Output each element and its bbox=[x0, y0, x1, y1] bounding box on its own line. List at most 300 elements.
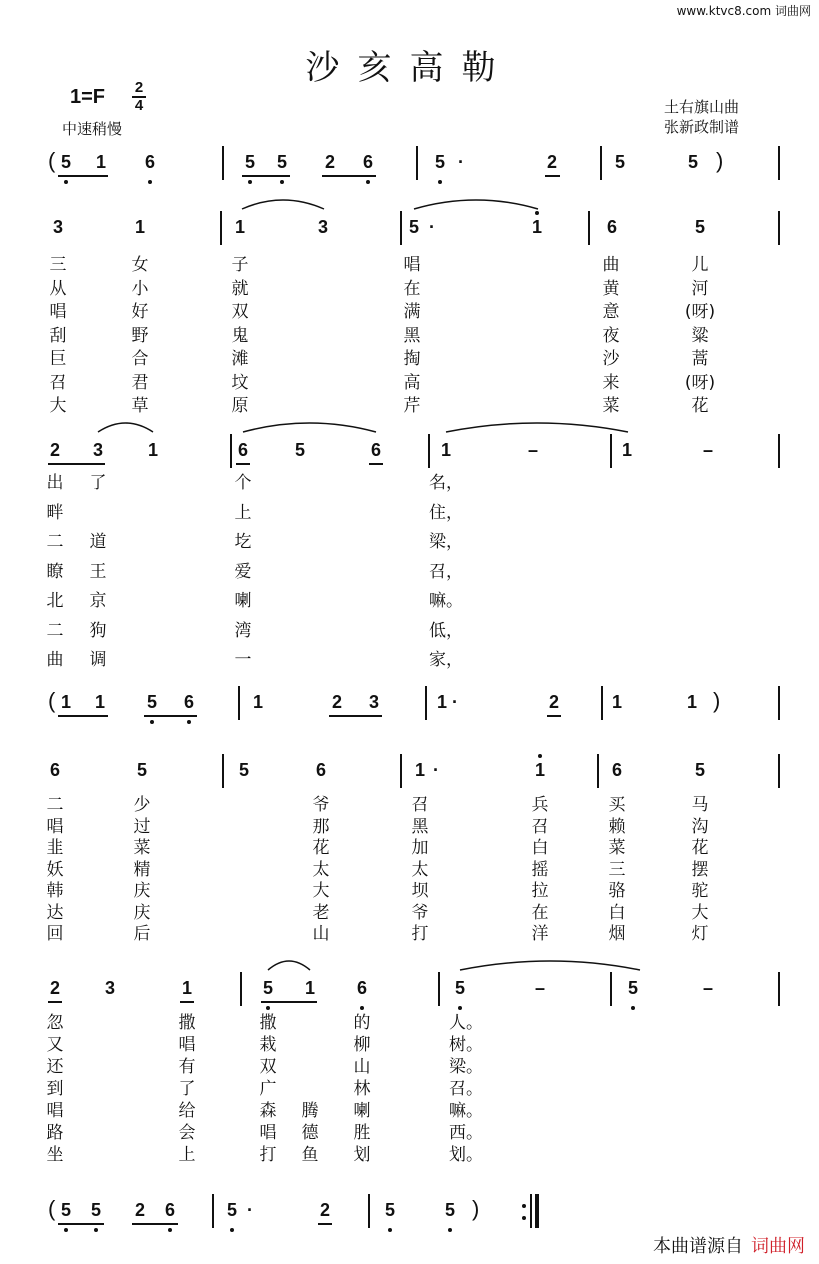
underline-beam bbox=[545, 175, 560, 177]
note: 6 bbox=[315, 760, 327, 780]
lyric: 名， bbox=[429, 473, 463, 493]
slur bbox=[414, 200, 538, 209]
note: 1 bbox=[531, 217, 543, 237]
barline bbox=[230, 434, 232, 468]
barline bbox=[220, 211, 222, 245]
barline bbox=[600, 146, 602, 180]
octave-dot bbox=[631, 1006, 635, 1010]
lyric: 西。 bbox=[449, 1123, 483, 1143]
note: 6 bbox=[183, 692, 195, 712]
note: 5 bbox=[226, 1200, 238, 1220]
underline-beam bbox=[322, 175, 376, 177]
lyric: 唱 bbox=[46, 816, 64, 837]
slur bbox=[243, 423, 376, 432]
lyric: 喇 bbox=[234, 591, 252, 611]
note: 5 bbox=[694, 217, 706, 237]
lyric: 买 bbox=[608, 795, 626, 815]
lyric: 的 bbox=[353, 1013, 371, 1033]
lyric: 黑 bbox=[403, 325, 421, 346]
lyric: 二 bbox=[46, 795, 64, 815]
lyric: (呀) bbox=[684, 302, 716, 322]
lyric: 黄 bbox=[602, 278, 620, 299]
lyric: 坐 bbox=[46, 1145, 64, 1165]
footer-prefix: 本曲谱源自 bbox=[653, 1236, 743, 1257]
note: 6 bbox=[144, 152, 156, 172]
barline bbox=[601, 686, 603, 720]
note: 1 bbox=[611, 692, 623, 712]
lyric: 儿 bbox=[691, 255, 709, 275]
note: 1 bbox=[686, 692, 698, 712]
note: 5 bbox=[90, 1200, 102, 1220]
note: 6 bbox=[356, 978, 368, 998]
note: 5 bbox=[60, 152, 72, 172]
lyric: 蒿 bbox=[691, 349, 709, 369]
note: · bbox=[458, 152, 464, 172]
lyric: 人。 bbox=[449, 1013, 483, 1033]
underline-beam bbox=[132, 1223, 178, 1225]
octave-dot bbox=[280, 180, 284, 184]
barline bbox=[778, 434, 780, 468]
barline bbox=[778, 972, 780, 1006]
barline bbox=[530, 1194, 532, 1228]
lyric: 召， bbox=[429, 561, 463, 582]
note: 1 bbox=[252, 692, 264, 712]
lyric: 打 bbox=[259, 1145, 277, 1165]
lyric: 唱 bbox=[403, 255, 421, 275]
lyric: 拉 bbox=[531, 881, 549, 901]
credit-origin: 土右旗山曲 bbox=[664, 98, 740, 116]
paren: ) bbox=[713, 688, 721, 713]
note: · bbox=[247, 1200, 253, 1220]
note: 2 bbox=[331, 692, 343, 712]
octave-dot bbox=[64, 1228, 68, 1232]
note: 6 bbox=[164, 1200, 176, 1220]
lyric: (呀) bbox=[684, 372, 716, 393]
underline-beam bbox=[58, 1223, 104, 1225]
octave-dot bbox=[438, 180, 442, 184]
note: – bbox=[702, 978, 714, 998]
lyric: 低， bbox=[429, 620, 463, 641]
lyric: 调 bbox=[89, 650, 107, 670]
lyric: 打 bbox=[411, 924, 429, 944]
barline bbox=[222, 754, 224, 788]
octave-dot bbox=[150, 720, 154, 724]
lyric: 庆 bbox=[133, 881, 151, 901]
note: 2 bbox=[49, 978, 61, 998]
lyric: 有 bbox=[178, 1057, 196, 1077]
underline-beam bbox=[58, 175, 108, 177]
lyric: 栽 bbox=[259, 1035, 277, 1055]
barline bbox=[428, 434, 430, 468]
lyric: 精 bbox=[133, 859, 151, 880]
note: 6 bbox=[370, 440, 382, 460]
note: 3 bbox=[52, 217, 64, 237]
note: 2 bbox=[324, 152, 336, 172]
lyric: 回 bbox=[46, 924, 64, 944]
note: 3 bbox=[317, 217, 329, 237]
lyric: 骆 bbox=[608, 881, 626, 901]
key-signature: 1=F bbox=[70, 86, 106, 108]
underline-beam bbox=[236, 463, 250, 465]
note: · bbox=[429, 217, 435, 237]
underline-beam bbox=[144, 715, 197, 717]
barline bbox=[416, 146, 418, 180]
note: 6 bbox=[49, 760, 61, 780]
octave-dot bbox=[187, 720, 191, 724]
lyric: 君 bbox=[131, 372, 149, 393]
note: 1 bbox=[147, 440, 159, 460]
octave-dot bbox=[248, 180, 252, 184]
footer-brand: 词曲网 bbox=[751, 1236, 805, 1257]
underline-beam bbox=[58, 715, 108, 717]
lyric: 还 bbox=[46, 1057, 64, 1077]
lyric: 唱 bbox=[178, 1035, 196, 1055]
underline-beam bbox=[318, 1223, 332, 1225]
lyric: 从 bbox=[49, 278, 67, 299]
lyric: 花 bbox=[691, 838, 709, 858]
lyric: 上 bbox=[234, 502, 252, 523]
note: 1 bbox=[414, 760, 426, 780]
barline bbox=[597, 754, 599, 788]
lyric: 山 bbox=[312, 924, 330, 944]
octave-dot bbox=[168, 1228, 172, 1232]
octave-dot bbox=[535, 211, 539, 215]
lyric: 韩 bbox=[46, 881, 64, 901]
lyric: 大 bbox=[691, 902, 709, 923]
repeat-dot bbox=[522, 1204, 526, 1208]
lyric: 三 bbox=[608, 859, 626, 880]
footer-source bbox=[653, 1232, 805, 1258]
paren: ) bbox=[716, 148, 724, 173]
lyric: 双 bbox=[231, 302, 249, 322]
lyric: 德 bbox=[301, 1123, 319, 1143]
lyric: 畔 bbox=[46, 502, 64, 523]
lyric: 刮 bbox=[49, 325, 67, 346]
barline bbox=[438, 972, 440, 1006]
lyric: 二 bbox=[46, 532, 64, 552]
lyric: 广 bbox=[259, 1079, 277, 1099]
lyric: 忽 bbox=[46, 1013, 64, 1033]
lyric: 召 bbox=[411, 795, 429, 815]
lyric: 梁， bbox=[429, 532, 463, 552]
lyric: 二 bbox=[46, 620, 64, 641]
barline bbox=[610, 972, 612, 1006]
barline bbox=[368, 1194, 370, 1228]
lyric: 喇 bbox=[353, 1101, 371, 1121]
lyric: 曲 bbox=[46, 650, 64, 670]
octave-dot bbox=[366, 180, 370, 184]
lyric: 树。 bbox=[449, 1035, 483, 1055]
site-watermark: www.ktvc8.com 词曲网 bbox=[676, 4, 811, 18]
lyric: 嘛。 bbox=[429, 591, 463, 611]
meter-bottom: 4 bbox=[134, 97, 144, 114]
lyric: 家， bbox=[429, 650, 463, 670]
lyric: 召。 bbox=[449, 1079, 483, 1099]
lyric: 唱 bbox=[46, 1101, 64, 1121]
lyric: 圪 bbox=[234, 532, 252, 552]
lyric: 好 bbox=[131, 302, 149, 322]
lyric: 老 bbox=[312, 902, 330, 923]
underline-beam bbox=[48, 463, 105, 465]
barline bbox=[778, 146, 780, 180]
barline bbox=[400, 754, 402, 788]
lyric: 山 bbox=[353, 1057, 371, 1077]
lyric: 菜 bbox=[133, 838, 151, 858]
note: 1 bbox=[234, 217, 246, 237]
underline-beam bbox=[547, 715, 561, 717]
lyric: 马 bbox=[691, 795, 709, 815]
note: 1 bbox=[440, 440, 452, 460]
note: 2 bbox=[546, 152, 558, 172]
lyric: 兵 bbox=[531, 795, 549, 815]
lyric: 菜 bbox=[602, 396, 620, 416]
lyric: 巨 bbox=[49, 349, 67, 369]
lyric: 少 bbox=[133, 795, 151, 815]
note: – bbox=[702, 440, 714, 460]
note: 5 bbox=[146, 692, 158, 712]
lyric: 滩 bbox=[231, 349, 249, 369]
barline bbox=[212, 1194, 214, 1228]
underline-beam bbox=[242, 175, 290, 177]
lyric: 京 bbox=[89, 591, 107, 611]
octave-dot bbox=[538, 754, 542, 758]
note: 1 bbox=[304, 978, 316, 998]
lyric: 在 bbox=[531, 902, 549, 923]
lyric: 摆 bbox=[691, 859, 709, 880]
lyric: 沟 bbox=[691, 816, 709, 837]
lyric: 给 bbox=[178, 1101, 196, 1121]
lyric: 洋 bbox=[531, 924, 549, 944]
lyric: 摇 bbox=[531, 859, 549, 880]
lyric: 坟 bbox=[231, 372, 249, 393]
lyric: 子 bbox=[231, 255, 249, 275]
lyric: 森 bbox=[259, 1101, 277, 1121]
underline-beam bbox=[48, 1001, 62, 1003]
slur bbox=[446, 423, 628, 432]
lyric: 花 bbox=[312, 838, 330, 858]
lyric: 梁。 bbox=[449, 1057, 483, 1077]
lyric: 意 bbox=[602, 302, 620, 322]
lyric: 夜 bbox=[602, 325, 620, 346]
note: 1 bbox=[436, 692, 448, 712]
note: 5 bbox=[408, 217, 420, 237]
underline-beam bbox=[180, 1001, 194, 1003]
octave-dot bbox=[388, 1228, 392, 1232]
repeat-dot bbox=[522, 1216, 526, 1220]
lyric: 芹 bbox=[403, 396, 421, 416]
lyric: 野 bbox=[131, 325, 149, 346]
note: 6 bbox=[611, 760, 623, 780]
lyric: 花 bbox=[691, 396, 709, 416]
lyric: 一 bbox=[234, 650, 252, 670]
lyric: 唱 bbox=[49, 302, 67, 322]
lyric: 北 bbox=[46, 591, 64, 611]
lyric: 到 bbox=[46, 1079, 64, 1099]
lyric: 白 bbox=[531, 838, 549, 858]
note: – bbox=[527, 440, 539, 460]
note: 3 bbox=[104, 978, 116, 998]
note: 5 bbox=[136, 760, 148, 780]
lyric: 高 bbox=[403, 372, 421, 393]
lyric: 又 bbox=[46, 1035, 64, 1055]
lyric: 那 bbox=[312, 816, 330, 837]
lyric: 住， bbox=[429, 502, 463, 523]
lyric: 柳 bbox=[353, 1035, 371, 1055]
lyric: 爱 bbox=[234, 561, 252, 582]
lyric: 鬼 bbox=[231, 325, 249, 346]
paren: ( bbox=[48, 148, 56, 173]
lyric: 女 bbox=[131, 255, 149, 275]
lyric: 坝 bbox=[411, 881, 429, 901]
note: 5 bbox=[687, 152, 699, 172]
note: 6 bbox=[237, 440, 249, 460]
note: 1 bbox=[95, 152, 107, 172]
paren: ) bbox=[472, 1196, 480, 1221]
lyric: 妖 bbox=[46, 859, 64, 880]
lyric: 腾 bbox=[301, 1101, 319, 1121]
octave-dot bbox=[448, 1228, 452, 1232]
lyric: 了 bbox=[89, 473, 107, 493]
lyric: 爷 bbox=[312, 795, 330, 815]
note: 2 bbox=[319, 1200, 331, 1220]
credit-transcriber: 张新政制谱 bbox=[664, 118, 740, 136]
octave-dot bbox=[64, 180, 68, 184]
time-signature bbox=[132, 80, 146, 114]
barline bbox=[222, 146, 224, 180]
note: · bbox=[433, 760, 439, 780]
lyric: 沙 bbox=[602, 349, 620, 369]
lyric: 达 bbox=[46, 902, 64, 923]
underline-beam bbox=[369, 463, 383, 465]
barline bbox=[400, 211, 402, 245]
barline bbox=[588, 211, 590, 245]
lyric: 爷 bbox=[411, 902, 429, 923]
song-title: 沙亥高勒 bbox=[305, 48, 514, 88]
lyric: 个 bbox=[234, 473, 252, 493]
lyric: 原 bbox=[231, 396, 249, 416]
lyric: 上 bbox=[178, 1145, 196, 1165]
lyric: 唱 bbox=[259, 1123, 277, 1143]
note: 1 bbox=[134, 217, 146, 237]
lyric: 就 bbox=[231, 278, 249, 299]
note: 1 bbox=[60, 692, 72, 712]
tempo-marking: 中速稍慢 bbox=[62, 120, 123, 138]
note: 1 bbox=[94, 692, 106, 712]
final-barline bbox=[535, 1194, 539, 1228]
lyric: 胜 bbox=[353, 1123, 371, 1143]
note: 5 bbox=[614, 152, 626, 172]
lyric: 道 bbox=[89, 532, 107, 552]
lyric: 韭 bbox=[46, 838, 64, 858]
octave-dot bbox=[148, 180, 152, 184]
note: 6 bbox=[362, 152, 374, 172]
barline bbox=[778, 754, 780, 788]
meter-top: 2 bbox=[134, 79, 144, 96]
note: 2 bbox=[49, 440, 61, 460]
lyric: 划。 bbox=[449, 1145, 483, 1165]
lyric: 王 bbox=[89, 561, 107, 582]
note: 5 bbox=[238, 760, 250, 780]
note: 3 bbox=[368, 692, 380, 712]
lyric: 满 bbox=[403, 302, 421, 322]
lyric: 曲 bbox=[602, 255, 620, 275]
slur bbox=[242, 200, 324, 209]
lyric: 撒 bbox=[178, 1013, 196, 1033]
lyric: 后 bbox=[133, 924, 151, 944]
lyric: 大 bbox=[49, 396, 67, 416]
note: 5 bbox=[294, 440, 306, 460]
paren: ( bbox=[48, 1196, 56, 1221]
note: 5 bbox=[262, 978, 274, 998]
lyric: 嘛。 bbox=[449, 1101, 483, 1121]
lyric: 划 bbox=[353, 1145, 371, 1165]
lyric: 会 bbox=[178, 1123, 196, 1143]
lyric: 小 bbox=[131, 278, 149, 299]
barline bbox=[778, 211, 780, 245]
lyric: 庆 bbox=[133, 902, 151, 923]
lyric: 菜 bbox=[608, 838, 626, 858]
lyric: 灯 bbox=[691, 924, 709, 944]
lyric: 合 bbox=[131, 349, 149, 369]
lyric: 赖 bbox=[608, 816, 626, 837]
lyric: 撒 bbox=[259, 1013, 277, 1033]
note: · bbox=[452, 692, 458, 712]
slur bbox=[460, 961, 640, 970]
octave-dot bbox=[230, 1228, 234, 1232]
lyric: 三 bbox=[49, 255, 67, 275]
lyric: 鱼 bbox=[301, 1145, 319, 1165]
lyric: 召 bbox=[531, 816, 549, 837]
note: 5 bbox=[694, 760, 706, 780]
lyric: 过 bbox=[133, 816, 151, 837]
lyric: 黑 bbox=[411, 816, 429, 837]
lyric: 召 bbox=[49, 372, 67, 393]
lyric: 狗 bbox=[89, 620, 107, 641]
lyric: 出 bbox=[46, 473, 64, 493]
slur bbox=[98, 423, 153, 432]
lyric: 太 bbox=[312, 859, 330, 880]
note: 5 bbox=[454, 978, 466, 998]
lyric: 在 bbox=[403, 278, 421, 299]
lyric: 草 bbox=[131, 396, 149, 416]
lyric: 加 bbox=[411, 838, 429, 858]
note: 6 bbox=[606, 217, 618, 237]
lyric: 驼 bbox=[691, 881, 709, 901]
lyric: 湾 bbox=[234, 620, 252, 641]
note: 5 bbox=[60, 1200, 72, 1220]
lyric: 瞭 bbox=[46, 561, 64, 582]
note: 1 bbox=[621, 440, 633, 460]
underline-beam bbox=[261, 1001, 317, 1003]
note: 3 bbox=[92, 440, 104, 460]
barline bbox=[778, 686, 780, 720]
octave-dot bbox=[94, 1228, 98, 1232]
barline bbox=[238, 686, 240, 720]
lyric: 粱 bbox=[691, 325, 709, 346]
note: 2 bbox=[134, 1200, 146, 1220]
note: 1 bbox=[181, 978, 193, 998]
lyric: 了 bbox=[178, 1079, 196, 1099]
lyric: 大 bbox=[312, 881, 330, 901]
barline bbox=[240, 972, 242, 1006]
note: 5 bbox=[384, 1200, 396, 1220]
paren: ( bbox=[48, 688, 56, 713]
lyric: 林 bbox=[353, 1079, 371, 1099]
note: 5 bbox=[244, 152, 256, 172]
underline-beam bbox=[329, 715, 382, 717]
slur bbox=[268, 961, 310, 970]
note: – bbox=[534, 978, 546, 998]
